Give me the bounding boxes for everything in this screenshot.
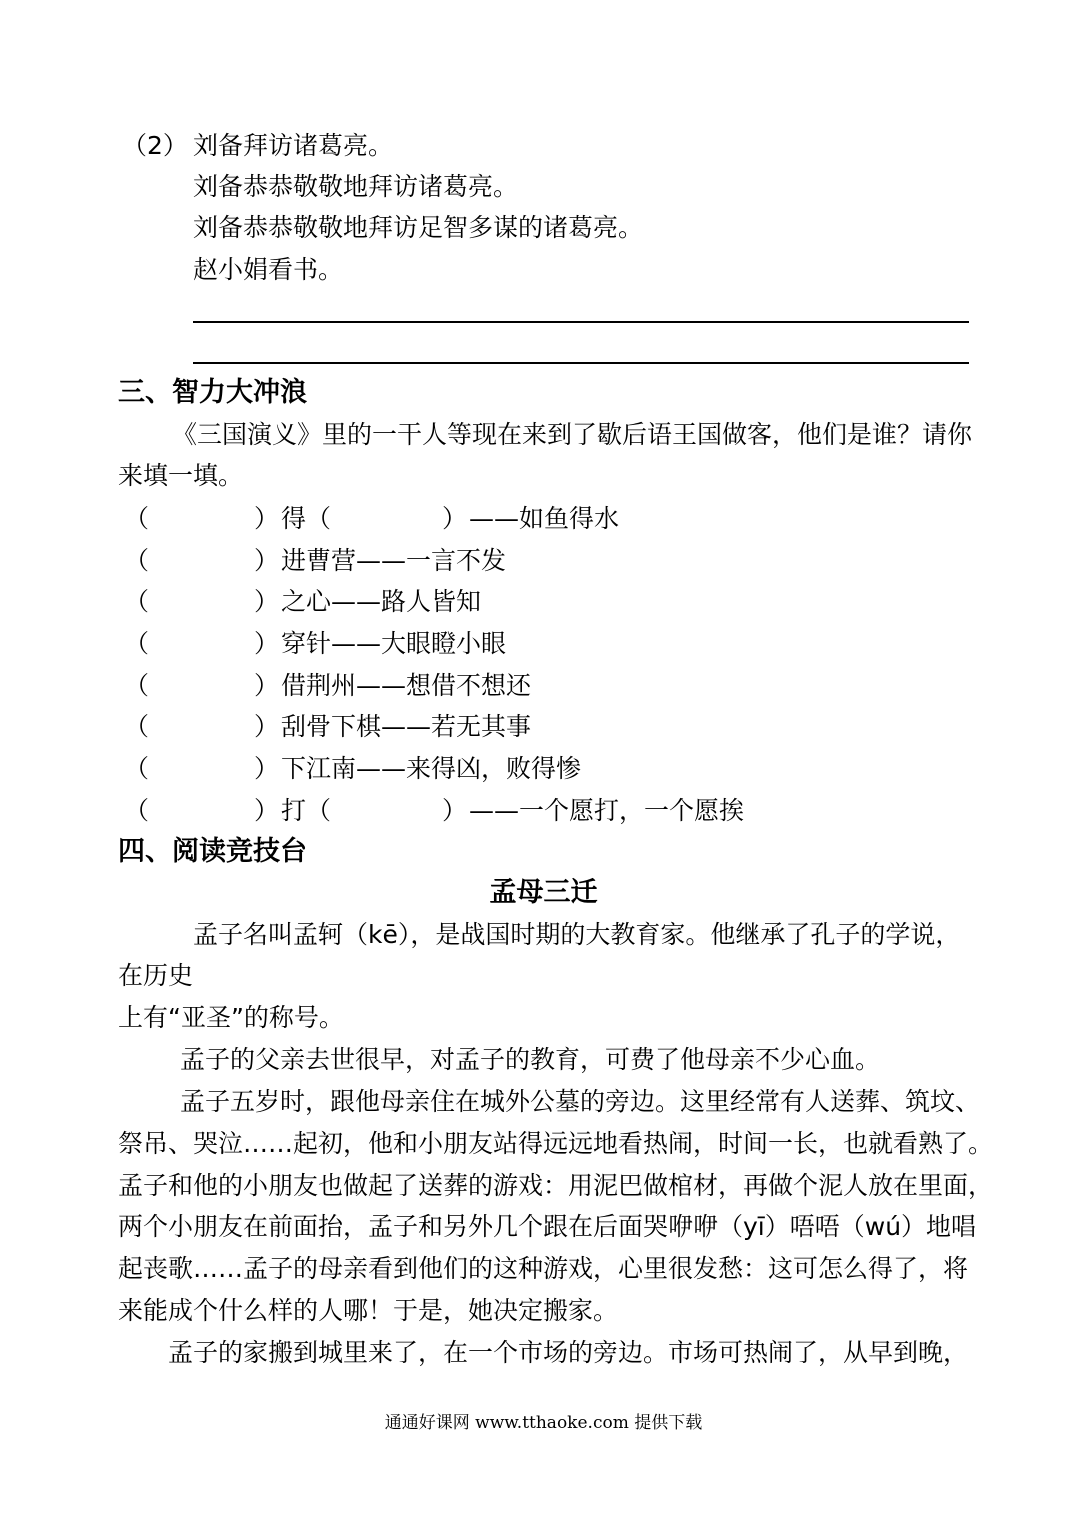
passage-line: 孟子名叫孟轲（kē），是战国时期的大教育家。他继承了孔子的学说， — [193, 920, 961, 949]
close-paren: ） — [254, 712, 280, 741]
passage-line: 孟子和他的小朋友也做起了送葬的游戏：用泥巴做棺材，再做个泥人放在里面， — [118, 1171, 994, 1200]
idiom-item — [124, 711, 1024, 743]
idiom-text: 刮骨下棋——若无其事 — [281, 712, 532, 741]
open-paren: （ — [124, 712, 150, 741]
idiom-text: 穿针——大眼瞪小眼 — [281, 629, 507, 658]
idiom-text: 下江南——来得凶，败得惨 — [281, 754, 582, 783]
passage-line: 孟子五岁时，跟他母亲住在城外公墓的旁边。这里经常有人送葬、筑坟、 — [180, 1087, 981, 1116]
answer-line — [193, 362, 969, 364]
sentence-line: 刘备拜访诸葛亮。 — [193, 131, 394, 160]
idiom-item — [124, 545, 1024, 577]
idiom-item — [124, 628, 1024, 660]
idiom-mid: 打（ — [281, 796, 332, 825]
section-heading: 四、阅读竞技台 — [118, 836, 307, 867]
idiom-item — [124, 586, 1024, 618]
idiom-item — [124, 670, 1024, 702]
close-paren: ） — [254, 796, 280, 825]
idiom-mid: 得（ — [281, 504, 332, 533]
open-paren: （ — [124, 796, 150, 825]
open-paren: （ — [124, 587, 150, 616]
close-paren: ） — [254, 504, 280, 533]
close-paren: ） — [254, 629, 280, 658]
close-paren: ） — [442, 796, 468, 825]
open-paren: （ — [124, 671, 150, 700]
close-paren: ） — [254, 587, 280, 616]
idiom-text: 进曹营——一言不发 — [281, 546, 507, 575]
idiom-text: 之心——路人皆知 — [281, 587, 482, 616]
passage-line: 在历史 — [118, 961, 194, 990]
open-paren: （ — [124, 504, 150, 533]
open-paren: （ — [124, 754, 150, 783]
sentence-line: 刘备恭恭敬敬地拜访足智多谋的诸葛亮。 — [193, 213, 644, 242]
idiom-item — [124, 753, 1024, 785]
sentence-line: 赵小娟看书。 — [193, 255, 344, 284]
answer-line — [193, 321, 969, 323]
passage-line: 祭吊、哭泣……起初，他和小朋友站得远远地看热闹，时间一长，也就看熟了。 — [118, 1129, 994, 1158]
open-paren: （ — [124, 546, 150, 575]
page-footer: 通通好课网 www.tthaoke.com 提供下载 — [384, 1413, 703, 1433]
open-paren: （ — [124, 629, 150, 658]
close-paren: ） — [254, 754, 280, 783]
section-intro: 《三国演义》里的一干人等现在来到了歇后语王国做客，他们是谁？请你 — [172, 420, 973, 449]
sentence-line: 刘备恭恭敬敬地拜访诸葛亮。 — [193, 172, 519, 201]
passage-line: 孟子的父亲去世很早，对孟子的教育，可费了他母亲不少心血。 — [180, 1045, 881, 1074]
close-paren: ） — [254, 546, 280, 575]
close-paren: ） — [254, 671, 280, 700]
passage-title: 孟母三迁 — [489, 877, 598, 908]
passage-line: 孟子的家搬到城里来了，在一个市场的旁边。市场可热闹了，从早到晚， — [168, 1338, 969, 1367]
passage-line: 上有“亚圣”的称号。 — [118, 1003, 344, 1032]
idiom-answer: ——如鱼得水 — [469, 504, 620, 533]
passage-line: 两个小朋友在前面抬，孟子和另外几个跟在后面哭咿咿（yī）唔唔（wú）地唱 — [118, 1212, 977, 1241]
idiom-item — [124, 503, 1024, 535]
idiom-answer: ——一个愿打，一个愿挨 — [469, 796, 745, 825]
question-number: （2） — [122, 131, 188, 160]
passage-line: 起丧歌……孟子的母亲看到他们的这种游戏，心里很发愁：这可怎么得了，将 — [118, 1254, 969, 1283]
idiom-text: 借荆州——想借不想还 — [281, 671, 532, 700]
passage-line: 来能成个什么样的人哪！于是，她决定搬家。 — [118, 1296, 619, 1325]
section-heading: 三、智力大冲浪 — [118, 377, 307, 408]
section-intro: 来填一填。 — [118, 461, 244, 490]
idiom-item — [124, 795, 1024, 827]
close-paren: ） — [442, 504, 468, 533]
